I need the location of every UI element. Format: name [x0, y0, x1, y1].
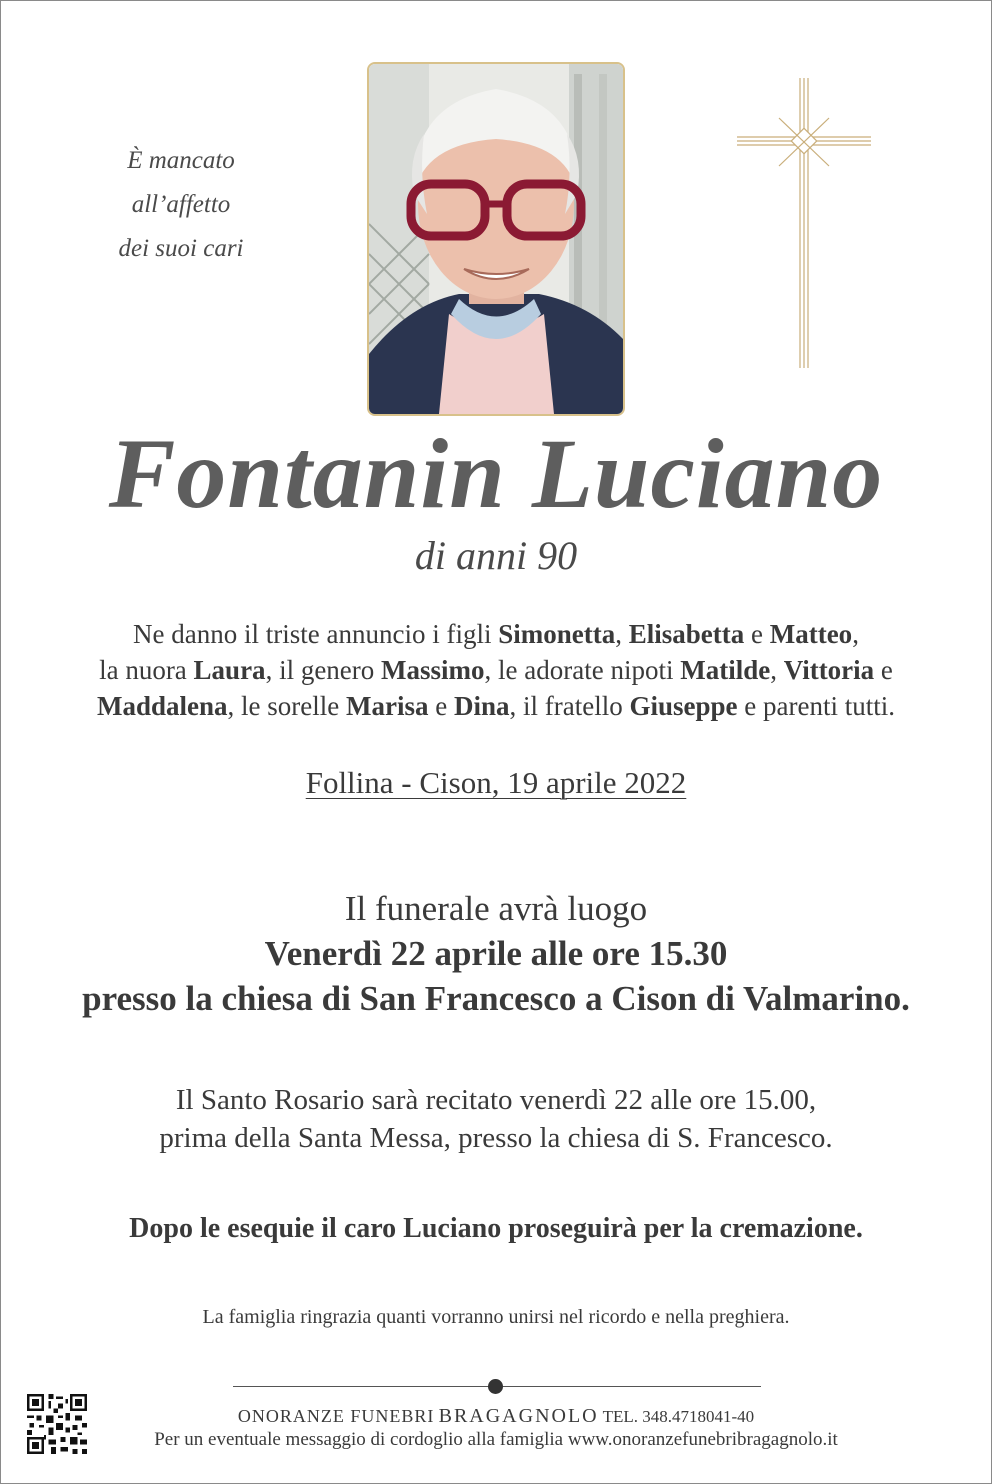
funeral-agency	[101, 1403, 891, 1430]
announcement	[31, 616, 961, 724]
deceased-name: Fontanin Luciano	[108, 418, 884, 529]
announcement-line-1: Ne danno il triste annuncio i figli Simonetta, Elisabetta e Matteo,	[133, 619, 859, 649]
agency-phone: TEL. 348.4718041-40	[602, 1407, 755, 1426]
funeral-location: presso la chiesa di San Francesco a Cison di Valmarino.	[82, 979, 910, 1018]
funeral-info	[1, 886, 991, 1021]
thanks-note: La famiglia ringrazia quanti vorranno unirsi nel ricordo e nella preghiera.	[202, 1306, 790, 1328]
agency-prefix: ONORANZE FUNEBRI	[237, 1406, 435, 1426]
portrait-image	[369, 64, 623, 414]
qr-code-icon	[27, 1394, 87, 1454]
cross-icon	[734, 73, 874, 373]
announcement-line-3: Maddalena, le sorelle Marisa e Dina, il fratello Giuseppe e parenti tutti.	[97, 691, 895, 721]
condolence-message: Per un eventuale messaggio di cordoglio alla famiglia www.onoranzefunebribragagnolo.it	[154, 1429, 838, 1450]
announcement-line-2: la nuora Laura, il genero Massimo, le adorate nipoti Matilde, Vittoria e	[99, 655, 893, 685]
deceased-age: di anni 90	[414, 533, 578, 578]
place-date-text: Follina - Cison, 19 aprile 2022	[305, 765, 687, 800]
rosary-info	[1, 1081, 991, 1157]
intro-line-3: dei suoi cari	[118, 235, 244, 262]
rosary-line-1: Il Santo Rosario sarà recitato venerdì 22 alle ore 15.00,	[175, 1084, 817, 1116]
portrait-photo	[367, 62, 625, 416]
footer-dot	[488, 1379, 503, 1394]
cremation-note: Dopo le esequie il caro Luciano proseguirà per la cremazione.	[129, 1213, 863, 1244]
intro-line-1: È mancato	[127, 147, 235, 174]
funeral-date: Venerdì 22 aprile alle ore 15.30	[264, 934, 728, 973]
intro-text	[61, 139, 301, 271]
rosary-line-2: prima della Santa Messa, presso la chiesa di S. Francesco.	[159, 1122, 833, 1154]
funeral-line-1: Il funerale avrà luogo	[344, 889, 648, 928]
agency-name: BRAGAGNOLO	[438, 1405, 599, 1427]
intro-line-2: all’affetto	[131, 191, 231, 218]
place-date	[1, 763, 991, 803]
